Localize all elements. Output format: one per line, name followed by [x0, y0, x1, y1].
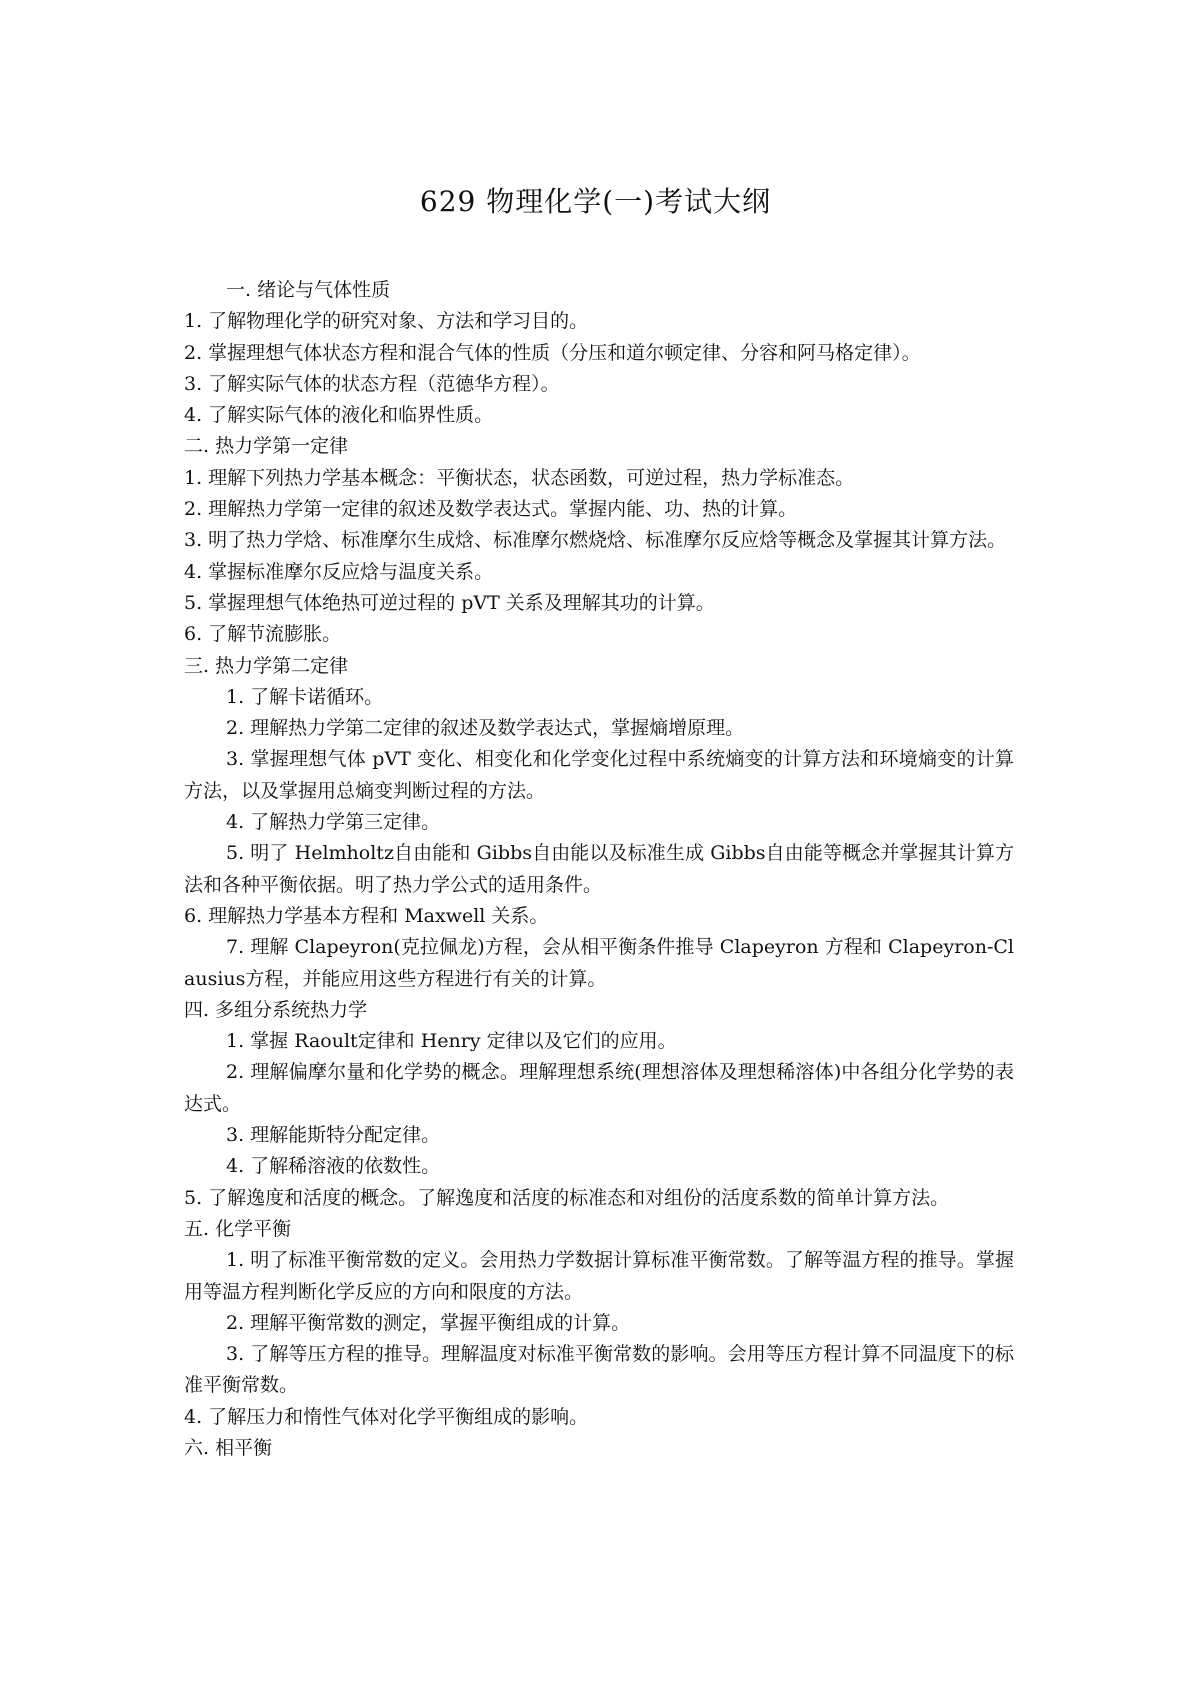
list-item: 4. 了解实际气体的液化和临界性质。 [184, 404, 494, 427]
list-item: 4. 了解稀溶液的依数性。 [226, 1155, 441, 1178]
page-title: 629 物理化学(一)考试大纲 [419, 185, 772, 218]
list-item: 2. 理解热力学第二定律的叙述及数学表达式，掌握熵增原理。 [226, 717, 745, 740]
section-heading: 五. 化学平衡 [184, 1217, 292, 1240]
list-item: 3. 明了热力学焓、标准摩尔生成焓、标准摩尔燃烧焓、标准摩尔反应焓等概念及掌握其计算方法。 [184, 529, 1007, 552]
list-item: 3. 掌握理想气体 pVT 变化、相变化和化学变化过程中系统熵变的计算方法和环境熵变的计算方法，以及掌握用总熵变判断过程的方法。 [184, 748, 1014, 802]
section-heading: 三. 热力学第二定律 [184, 654, 349, 677]
section-heading: 四. 多组分系统热力学 [184, 998, 368, 1021]
list-item: 5. 明了 Helmholtz自由能和 Gibbs自由能以及标准生成 Gibbs自由能等概念并掌握其计算方法和各种平衡依据。明了热力学公式的适用条件。 [184, 842, 1014, 896]
list-item: 3. 了解等压方程的推导。理解温度对标准平衡常数的影响。会用等压方程计算不同温度下的标准平衡常数。 [184, 1343, 1014, 1397]
list-item: 1. 理解下列热力学基本概念：平衡状态，状态函数，可逆过程，热力学标准态。 [184, 466, 855, 489]
list-item: 7. 理解 Clapeyron(克拉佩龙)方程，会从相平衡条件推导 Clapeyron 方程和 Clapeyron-Clausius方程，并能应用这些方程进行有关的计算。 [184, 936, 1014, 990]
list-item: 1. 了解卡诺循环。 [226, 685, 384, 708]
list-item: 1. 明了标准平衡常数的定义。会用热力学数据计算标准平衡常数。了解等温方程的推导。掌握用等温方程判断化学反应的方向和限度的方法。 [184, 1249, 1014, 1303]
list-item: 4. 掌握标准摩尔反应焓与温度关系。 [184, 560, 494, 583]
list-item: 5. 掌握理想气体绝热可逆过程的 pVT 关系及理解其功的计算。 [184, 591, 715, 614]
document-body [184, 275, 1014, 1464]
list-item: 5. 了解逸度和活度的概念。了解逸度和活度的标准态和对组份的活度系数的简单计算方法。 [184, 1186, 950, 1209]
list-item: 3. 理解能斯特分配定律。 [226, 1124, 441, 1147]
list-item: 1. 掌握 Raoult定律和 Henry 定律以及它们的应用。 [226, 1030, 677, 1053]
list-item: 4. 了解热力学第三定律。 [226, 811, 441, 834]
list-item: 3. 了解实际气体的状态方程（范德华方程）。 [184, 372, 560, 395]
list-item: 2. 掌握理想气体状态方程和混合气体的性质（分压和道尔顿定律、分容和阿马格定律）。 [184, 341, 921, 364]
list-item: 2. 理解热力学第一定律的叙述及数学表达式。掌握内能、功、热的计算。 [184, 498, 798, 521]
list-item: 2. 理解偏摩尔量和化学势的概念。理解理想系统(理想溶体及理想稀溶体)中各组分化学势的表达式。 [184, 1061, 1014, 1115]
section-heading: 六. 相平衡 [184, 1436, 273, 1459]
list-item: 6. 理解热力学基本方程和 Maxwell 关系。 [184, 904, 549, 927]
list-item: 2. 理解平衡常数的测定，掌握平衡组成的计算。 [226, 1311, 631, 1334]
list-item: 6. 了解节流膨胀。 [184, 623, 342, 646]
section-heading: 一. 绪论与气体性质 [226, 279, 391, 301]
section-heading: 二. 热力学第一定律 [184, 435, 349, 458]
list-item: 1. 了解物理化学的研究对象、方法和学习目的。 [184, 310, 589, 333]
list-item: 4. 了解压力和惰性气体对化学平衡组成的影响。 [184, 1405, 589, 1428]
